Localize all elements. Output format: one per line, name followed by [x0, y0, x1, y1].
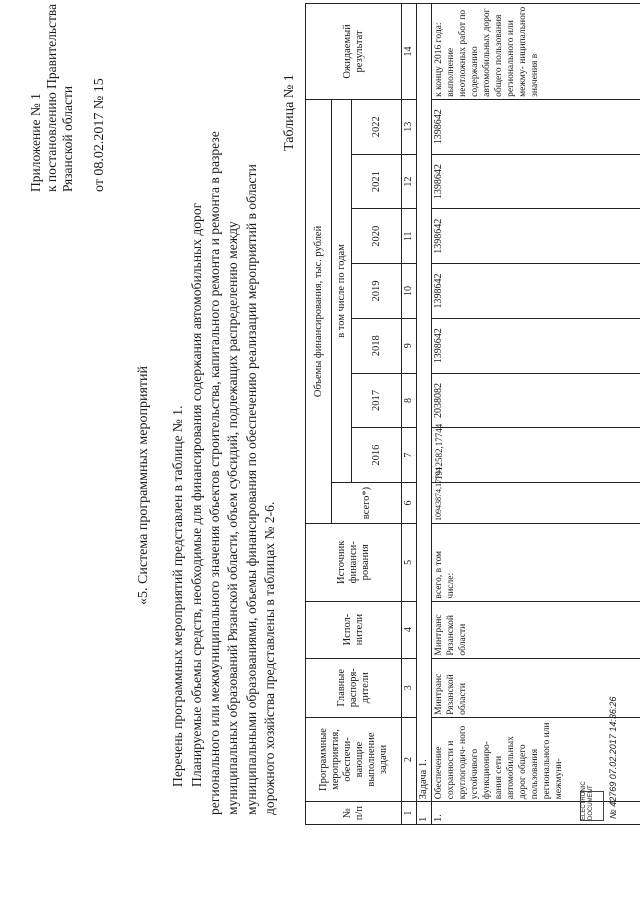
header-financing: Объемы финансирования, тыс. рублей — [306, 99, 332, 523]
electronic-stamp-icon — [580, 781, 604, 821]
row-executor: Минтранс Рязанской области — [432, 601, 640, 658]
paragraph-line-6: дорожного хозяйства представлены в таблицах № 2-6. — [262, 501, 277, 815]
row-2017: 2038082 — [432, 373, 640, 428]
header-year-2019: 2019 — [352, 264, 402, 319]
header-source: Источник финанси- рования — [306, 524, 402, 602]
row-source: всего, в том числе: — [432, 524, 640, 602]
row-2022: 1398642 — [432, 99, 640, 154]
row-2021: 1398642 — [432, 154, 640, 209]
col-number: 5 — [402, 524, 417, 602]
row-manager: Минтранс Рязанской области — [432, 658, 640, 717]
header-year-2017: 2017 — [352, 373, 402, 428]
col-number: 1 — [402, 802, 417, 825]
paragraph-line-5: муниципальными образованиями, объемы финансирования по обеспечению реализации мероприятий в области — [244, 164, 259, 815]
task-row-num: 1 — [417, 802, 432, 825]
section-title: «5. Система программных мероприятий — [136, 365, 151, 605]
col-number: 11 — [402, 209, 417, 264]
table-caption: Таблица № 1 — [282, 74, 297, 151]
header-year-2020: 2020 — [352, 209, 402, 264]
col-number: 2 — [402, 717, 417, 801]
appendix-date: от 08.02.2017 № 15 — [92, 78, 107, 192]
row-2020: 1398642 — [432, 209, 640, 264]
row-2018: 1398642 — [432, 318, 640, 373]
header-year-2016: 2016 — [352, 428, 402, 483]
paragraph-line-2: Планируемые объемы средств, необходимые для финансирования содержания автомобильных дорог — [189, 202, 204, 787]
col-number: 8 — [402, 373, 417, 428]
col-number: 12 — [402, 154, 417, 209]
registration-footer: № 42769 07.02.2017 14:36:26 — [608, 696, 618, 819]
col-number: 7 — [402, 428, 417, 483]
row-total: 10943874,17744 — [432, 483, 640, 524]
col-number: 14 — [402, 4, 417, 100]
row-measure: Обеспечение сохранности и круглогодич- ного устойчивого функциониро- вания сети автомобильных дорог общего пользования регионального или межмуни- — [432, 717, 640, 801]
row-num: 1. — [432, 802, 640, 825]
paragraph-line-1: Перечень программных мероприятий представлен в таблице № 1. — [170, 405, 185, 787]
col-number: 6 — [402, 483, 417, 524]
header-by-years: в том числе по годам — [332, 99, 352, 482]
col-number: 3 — [402, 658, 417, 717]
header-total: всего*) — [332, 483, 402, 524]
appendix-line-3: Рязанской области — [60, 85, 75, 192]
header-year-2022: 2022 — [352, 99, 402, 154]
appendix-block — [28, 4, 108, 192]
paragraph-line-3: регионального или межмуниципального значения объектов строительства, капитального ремонта и ремонта в разрезе — [207, 131, 222, 815]
header-measures: Программные мероприятия, обеспечи- вающие выполнение задачи — [306, 717, 402, 801]
col-number: 9 — [402, 318, 417, 373]
col-number: 4 — [402, 601, 417, 658]
row-2016: 1912582,17744 — [432, 428, 640, 483]
appendix-line-2: к постановлению Правительства — [44, 3, 59, 192]
col-number: 13 — [402, 99, 417, 154]
header-result: Ожидаемый результат — [306, 4, 402, 100]
measures-table — [305, 3, 640, 825]
col-number: 10 — [402, 264, 417, 319]
header-executors: Испол- нители — [306, 601, 402, 658]
header-managers: Главные распоря- дители — [306, 658, 402, 717]
row-2019: 1398642 — [432, 264, 640, 319]
row-result: к концу 2016 года: выполнение неотложных работ по содержанию автомобильных дорог общего пользования регионального или межму- ниципального значения в — [432, 4, 640, 100]
header-year-2018: 2018 — [352, 318, 402, 373]
header-year-2021: 2021 — [352, 154, 402, 209]
appendix-line-1: Приложение № 1 — [28, 93, 43, 192]
header-num: № п/п — [306, 802, 402, 825]
paragraph-line-4: муниципальных образований Рязанской области, объем субсидий, подлежащих распределению между — [225, 221, 240, 815]
stamp-text: ELECTRONIC DOCUMENT — [581, 781, 594, 820]
task-row-label: Задача 1. — [417, 4, 432, 802]
